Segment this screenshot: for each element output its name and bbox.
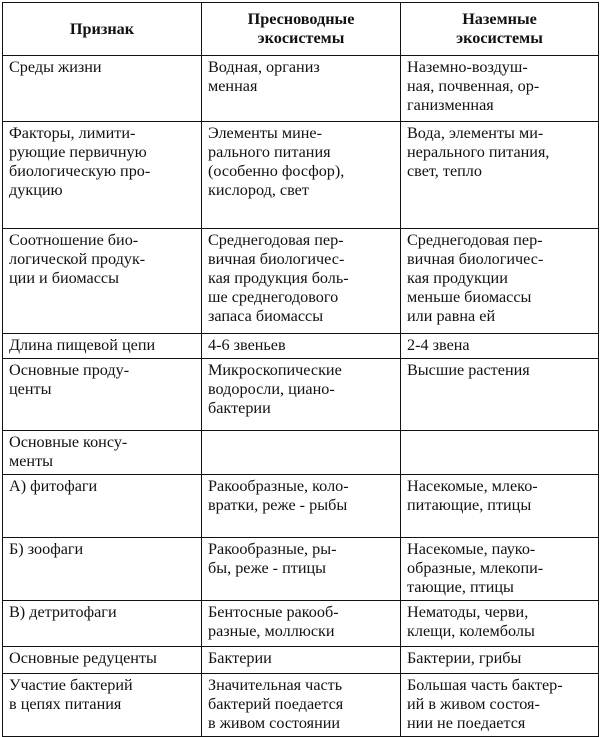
header-freshwater: Пресноводные экосистемы xyxy=(202,3,401,56)
cell-attribute: Основные консу- менты xyxy=(3,431,202,475)
table-row xyxy=(3,229,599,334)
header-terrestrial: Наземные экосистемы xyxy=(401,3,599,56)
table-row xyxy=(3,56,599,122)
cell-attribute: Среды жизни xyxy=(3,56,202,122)
table-row xyxy=(3,431,599,475)
cell-attribute: Длина пищевой цепи xyxy=(3,334,202,359)
cell-freshwater: Ракообразные, ры- бы, реже - птицы xyxy=(202,538,401,601)
table-row xyxy=(3,475,599,538)
cell-freshwater: Микроскопические водоросли, циано- бактерии xyxy=(202,359,401,431)
cell-attribute: Основные проду- центы xyxy=(3,359,202,431)
cell-terrestrial: Насекомые, пауко- образные, млекопи- тающие, птицы xyxy=(401,538,599,601)
cell-freshwater: Водная, организ менная xyxy=(202,56,401,122)
cell-attribute: Факторы, лимити- рующие первичную биологическую про- дукцию xyxy=(3,122,202,229)
ecosystem-comparison-table xyxy=(2,2,599,737)
cell-attribute: Соотношение био- логической продук- ции и биомассы xyxy=(3,229,202,334)
cell-terrestrial: Вода, элементы ми- нерального питания, свет, тепло xyxy=(401,122,599,229)
table-row xyxy=(3,359,599,431)
cell-freshwater: Бактерии xyxy=(202,647,401,674)
cell-terrestrial: Наземно-воздуш- ная, почвенная, ор- ганизменная xyxy=(401,56,599,122)
header-attribute: Признак xyxy=(3,3,202,56)
cell-freshwater: Бентосные ракооб- разные, моллюски xyxy=(202,601,401,647)
cell-freshwater: Значительная часть бактерий поедается в живом состоянии xyxy=(202,674,401,737)
cell-attribute: Участие бактерий в цепях питания xyxy=(3,674,202,737)
cell-terrestrial: Нематоды, черви, клещи, колемболы xyxy=(401,601,599,647)
cell-attribute: А) фитофаги xyxy=(3,475,202,538)
table-row xyxy=(3,601,599,647)
table-row xyxy=(3,538,599,601)
table-row xyxy=(3,647,599,674)
cell-terrestrial: Высшие растения xyxy=(401,359,599,431)
cell-freshwater: Ракообразные, коло- вратки, реже - рыбы xyxy=(202,475,401,538)
cell-freshwater xyxy=(202,431,401,475)
cell-terrestrial: 2-4 звена xyxy=(401,334,599,359)
cell-freshwater: Элементы мине- рального питания (особенно фосфор), кислород, свет xyxy=(202,122,401,229)
cell-freshwater: 4-6 звеньев xyxy=(202,334,401,359)
cell-terrestrial xyxy=(401,431,599,475)
cell-attribute: Б) зоофаги xyxy=(3,538,202,601)
cell-terrestrial: Большая часть бактер- ий в живом состоя- нии не поедается xyxy=(401,674,599,737)
table-row xyxy=(3,334,599,359)
cell-freshwater: Среднегодовая пер- вичная биологичес- кая продукция боль- ше среднегодового запаса биомассы xyxy=(202,229,401,334)
cell-attribute: В) детритофаги xyxy=(3,601,202,647)
cell-terrestrial: Среднегодовая пер- вичная биологичес- кая продукции меньше биомассы или равна ей xyxy=(401,229,599,334)
header-row xyxy=(3,3,599,56)
cell-attribute: Основные редуценты xyxy=(3,647,202,674)
cell-terrestrial: Насекомые, млеко- питающие, птицы xyxy=(401,475,599,538)
table-row xyxy=(3,122,599,229)
cell-terrestrial: Бактерии, грибы xyxy=(401,647,599,674)
table-row xyxy=(3,674,599,737)
